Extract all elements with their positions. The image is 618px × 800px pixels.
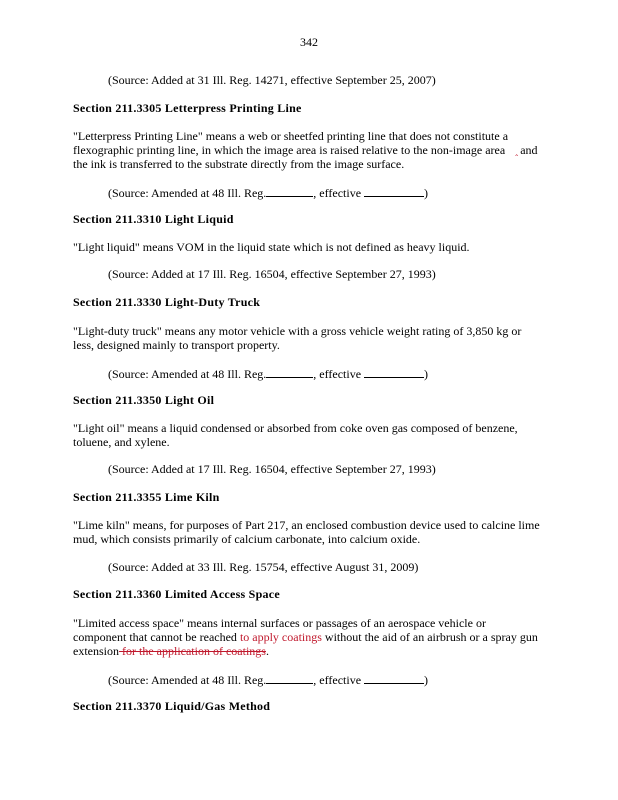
source-note: (Source: Added at 33 Ill. Reg. 15754, effective August 31, 2009) <box>108 560 419 574</box>
source-note: (Source: Amended at 48 Ill. Reg. , effective ) <box>108 673 429 687</box>
definition-line: less, designed mainly to transport property. <box>73 338 280 352</box>
source-note: (Source: Added at 17 Ill. Reg. 16504, effective September 27, 1993) <box>108 267 436 281</box>
section-heading: Section 211.3310 Light Liquid <box>73 212 234 226</box>
definition-line: toluene, and xylene. <box>73 435 170 449</box>
definition-line: "Light-duty truck" means any motor vehicle with a gross vehicle weight rating of 3,850 kg or <box>73 324 522 338</box>
definition-line: component that cannot be reached to apply coatings without the aid of an airbrush or a spray gun <box>73 630 538 644</box>
blank-line <box>266 672 313 684</box>
blank-line <box>266 185 313 197</box>
section-heading: Section 211.3330 Light-Duty Truck <box>73 295 261 309</box>
page-number: 342 <box>300 35 318 49</box>
deleted-text: for the application of coatings <box>119 644 266 658</box>
blank-line <box>364 366 424 378</box>
definition-line: "Light oil" means a liquid condensed or absorbed from coke oven gas composed of benzene, <box>73 421 518 435</box>
definition-line: flexographic printing line, in which the image area is raised relative to the non-image area ‸ and <box>73 143 538 157</box>
section-heading: Section 211.3360 Limited Access Space <box>73 587 280 601</box>
source-note: (Source: Amended at 48 Ill. Reg. , effective ) <box>108 367 429 381</box>
definition-line: extension for the application of coatings. <box>73 644 269 658</box>
definition-line: "Limited access space" means internal surfaces or passages of an aerospace vehicle or <box>73 616 486 630</box>
definition-line: "Light liquid" means VOM in the liquid state which is not defined as heavy liquid. <box>73 240 470 254</box>
section-heading: Section 211.3370 Liquid/Gas Method <box>73 699 271 713</box>
definition-line: the ink is transferred to the substrate directly from the image surface. <box>73 157 405 171</box>
blank-line <box>266 366 313 378</box>
inserted-text: to apply coatings <box>236 630 322 644</box>
section-heading: Section 211.3305 Letterpress Printing Line <box>73 101 302 115</box>
insertion-caret-icon: ‸ <box>515 146 519 156</box>
blank-line <box>364 672 424 684</box>
source-note: (Source: Added at 17 Ill. Reg. 16504, effective September 27, 1993) <box>108 462 436 476</box>
section-heading: Section 211.3355 Lime Kiln <box>73 490 220 504</box>
source-note: (Source: Added at 31 Ill. Reg. 14271, effective September 25, 2007) <box>108 73 436 87</box>
source-note: (Source: Amended at 48 Ill. Reg. , effective ) <box>108 186 429 200</box>
definition-line: mud, which consists primarily of calcium carbonate, into calcium oxide. <box>73 532 421 546</box>
definition-line: "Lime kiln" means, for purposes of Part 217, an enclosed combustion device used to calcine lime <box>73 518 540 532</box>
blank-line <box>364 185 424 197</box>
definition-line: "Letterpress Printing Line" means a web or sheetfed printing line that does not constitute a <box>73 129 509 143</box>
section-heading: Section 211.3350 Light Oil <box>73 393 215 407</box>
